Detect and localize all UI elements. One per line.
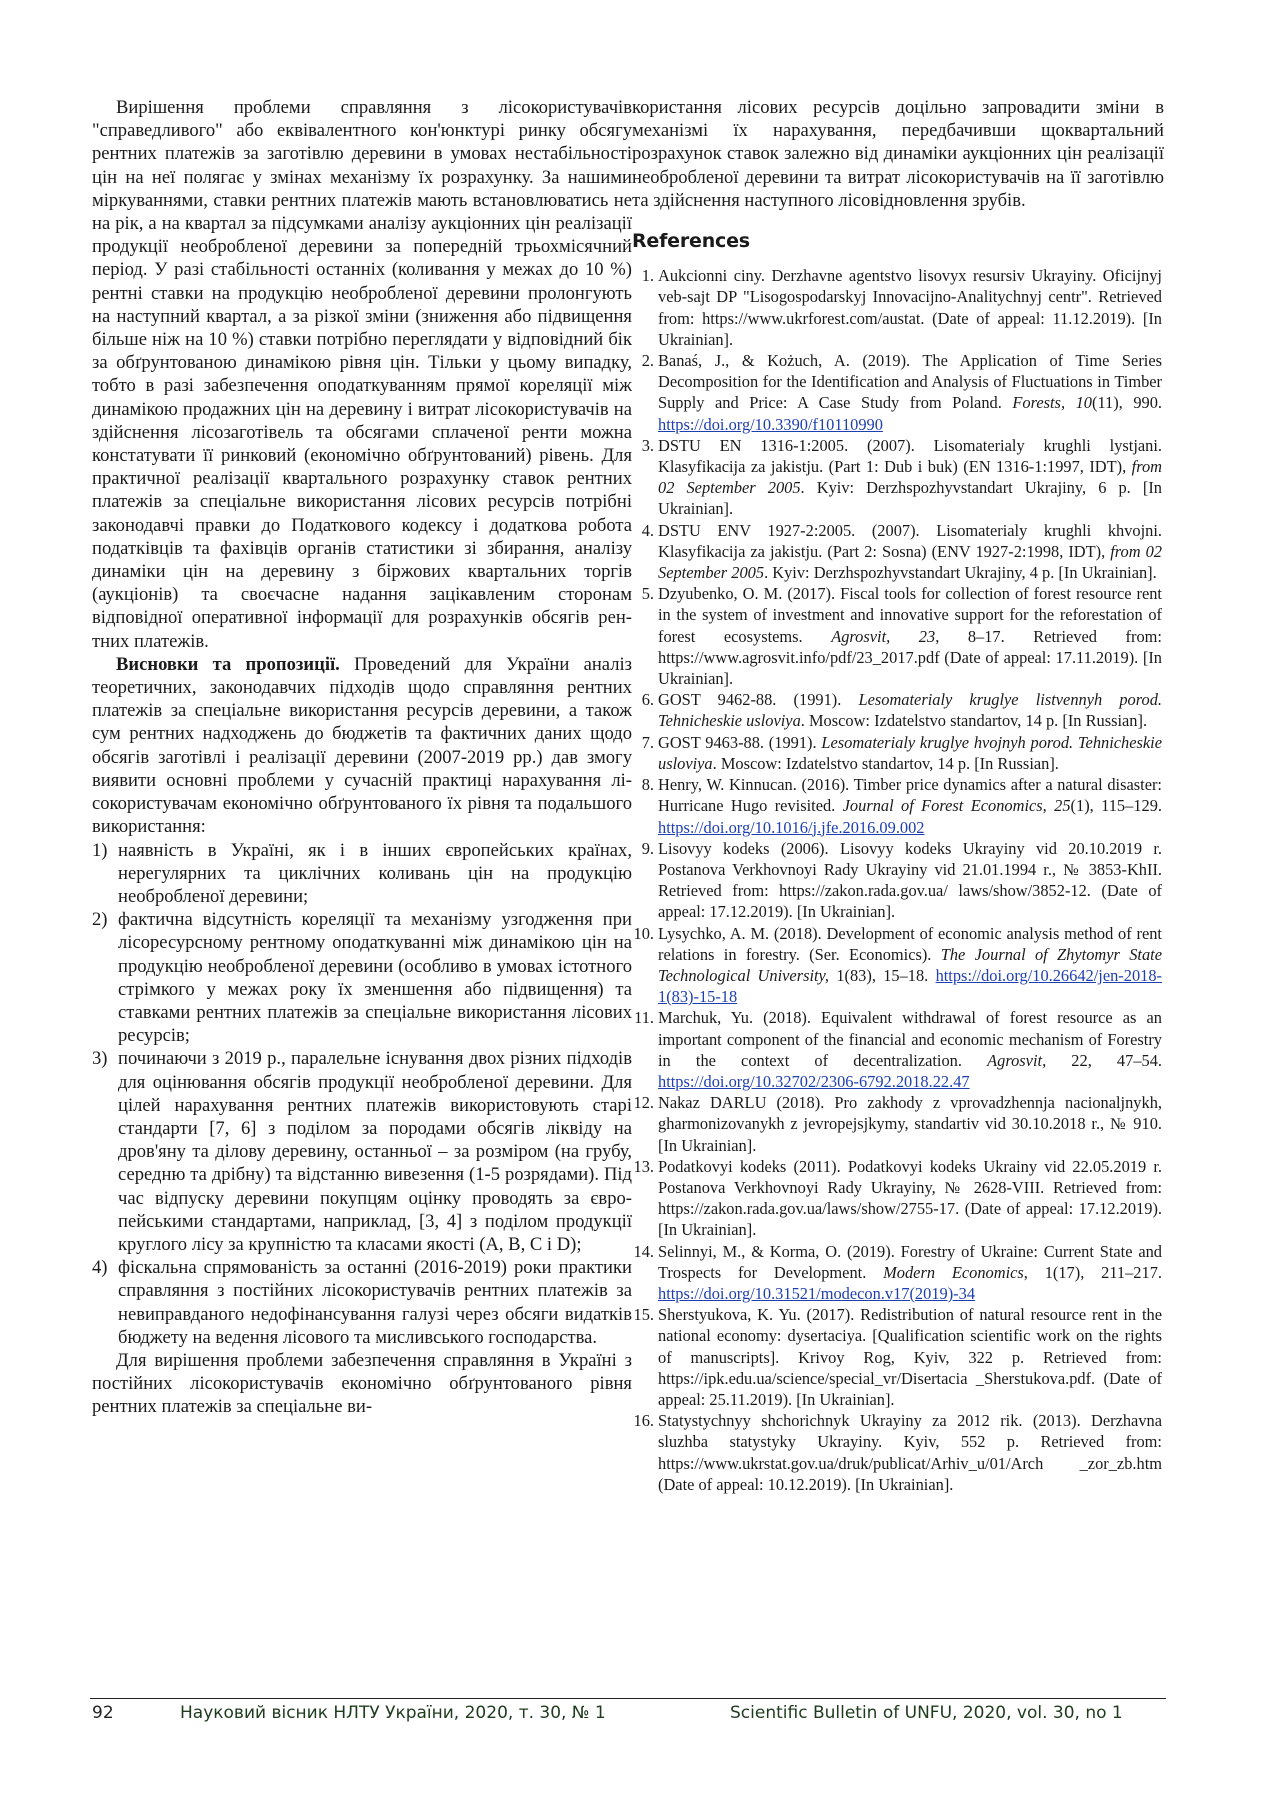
reference-text: Selinnyi, M., & Korma, O. (2019). Forestry of Ukraine: Current State and Trospects for Development.: [658, 1241, 1162, 1282]
reference-text: Sherstyukova, K. Yu. (2017). Redistribution of natural resource rent in the national economy: dysertaciya. [Qualification scientific work on the rights of manuscripts]. Krivoy Rog, Kyiv, 322 p. Retrieved from: https://ipk.edu.ua/science/special_vr/Disertacia _Sherstukova.pdf. (Date of appeal: 25.11.2019). [In Ukrainian].: [658, 1305, 1162, 1409]
journal-title-ua: Науковий вісник НЛТУ України, 2020, т. 30, № 1: [180, 1703, 606, 1723]
reference-number: 1.: [641, 266, 654, 286]
reference-number: 2.: [641, 351, 654, 371]
finding-item: [92, 839, 632, 909]
reference-source: Agrosvit: [987, 1050, 1043, 1070]
doi-link[interactable]: https://doi.org/10.1016/j.jfe.2016.09.002: [658, 817, 925, 837]
finding-text: наявність в Україні, як і в інших європейських країнах, нерегулярних та циклічних коливань цін на продукцію необробленої деревини;: [118, 839, 632, 907]
reference-item: [632, 1092, 1164, 1156]
conclusions-text: Проведений для України аналіз теоретичних, законодавчих підходів щодо справляння рентних платежів за спеціальне використання ресурсів деревини, а також сум рентних надходжень до бюджетів та фактичних даних щодо обсягів заготівлі і реалізації деревини (2007-2019 рр.) дав змогу виявити основні проблеми у сучасній практиці нарахування лісокористувачам економічно обґрунтованого їх рівня та подальшого використання:: [92, 653, 632, 838]
reference-number: 3.: [641, 435, 654, 455]
reference-item: [632, 1304, 1164, 1410]
reference-number: 10.: [633, 923, 654, 943]
reference-number: 13.: [633, 1156, 654, 1176]
reference-number: 6.: [641, 690, 654, 710]
reference-item: [632, 732, 1164, 774]
doi-link[interactable]: https://doi.org/10.3390/f10110990: [658, 414, 883, 434]
reference-text: DSTU EN 1316-1:2005. (2007). Lisomaterialy krughli lystjani. Klasyfikacija za jakistju. (Part 1: Dub i buk) (EN 1316-1:1997, IDT),: [658, 435, 1162, 477]
reference-details: , 22, 47–54.: [1042, 1050, 1162, 1070]
reference-number: 15.: [633, 1305, 654, 1325]
reference-details: . Moscow: Izdatelstvo standartov, 14 p. [In Russian].: [712, 753, 1059, 773]
reference-text: DSTU ENV 1927-2:2005. (2007). Lisomaterialy krughli khvojni. Klasyfikacija za jakistju. (Part 2: Sosna) (ENV 1927-2:1998, IDT),: [658, 520, 1162, 561]
page-footer: [90, 1703, 1166, 1729]
finding-number: 3): [92, 1048, 108, 1070]
finding-number: 1): [92, 839, 108, 861]
doi-link[interactable]: https://doi.org/10.26642/jen-2018-1(83)-15-18: [658, 965, 1162, 1007]
reference-text: Banaś, J., & Kożuch, A. (2019). The Application of Time Series Decomposition for the Identification and Analysis of Fluctuations in Timber Supply and Price: A Case Study from Poland.: [658, 351, 1162, 413]
reference-details: . Moscow: Izdatelstvo standartov, 14 p. [In Russian].: [800, 711, 1148, 731]
reference-details: , 1(17), 211–217.: [1023, 1262, 1162, 1282]
reference-item: [632, 435, 1164, 520]
page-number: 92: [92, 1703, 114, 1723]
continued-paragraph: користання лісових ресурсів доцільно запровадити зміни в механізмі їх нарахування, передбачивши щоквартальний розрахунок ставок залежно від динаміки аукціонних цін реалізації необробленої деревини та витрат лісокористувачів на її заготівлю та здійснення наступного лісовідновлення зрубів.: [632, 97, 1164, 211]
reference-details: , 8–17. Retrieved from: https://www.agrosvit.info/pdf/23_2017.pdf (Date of appeal: 17.11.2019). [In Ukrainian].: [658, 626, 1162, 689]
reference-item: [632, 1241, 1164, 1305]
reference-item: [632, 1156, 1164, 1241]
left-column: [92, 96, 632, 1419]
right-column: [632, 96, 1164, 1495]
reference-item: [632, 520, 1164, 584]
reference-details: (11), 990.: [1091, 393, 1163, 413]
body-paragraph: Вирішення проблеми справляння з лісокористувачів "справедливого" або еквівалентного кон'юнктурі ринку обсягу рентних платежів за заготівлю деревини в умовах нестабільності цін на неї полягає у змінах механізму їх розрахунку. За нашими міркуваннями, ставки рентних платежів мають встановлюватись не на рік, а на квартал за підсумками аналізу аукціонних цін реалізації продукції необробленої деревини за попередній трьохмісячний період. У разі стабільності останніх (коливання у межах до 10 %) рентні ставки на продукцію необробленої деревини пролонгують на наступний квартал, а за різкої зміни (зниження або підвищення більше ніж на 10 %) ставки потрібно переглядати у відповідний бік за обґрунтованою динамікою рівня цін. Тільки у цьому випадку, тобто в разі забезпечення оподаткуванням прямої кореляції між динамікою продажних цін на деревину і витрат лісокористувачів на здійснення лісозаготівель та обсягами сплаченої ренти можна констатувати її ринковий (економічно обґрунтований) рівень. Для практичної реалізації квартального розрахунку ставок рентних платежів за спеціальне використання лісових ресурсів потрібні законодавчі правки до Податкового кодексу і додаткова робота податківців та фахівців органів статистики зі збирання, аналізу динаміки цін на деревину з біржових квартальних торгів (аукціонів) та своєчасне надання зацікавленим сторонам відповідної оперативної інформації для розрахунків обсягів рентних платежів.: [92, 97, 632, 652]
reference-text: Dzyubenko, O. M. (2017). Fiscal tools for collection of forest resource rent in the system of investment and innovative support for the reforestation of forest ecosystems.: [658, 584, 1162, 646]
finding-number: 2): [92, 909, 108, 931]
reference-source: Journal of Forest Economics, 25: [842, 796, 1071, 816]
reference-item: [632, 265, 1164, 350]
conclusions-paragraph: [92, 653, 632, 839]
reference-text: GOST 9463-88. (1991).: [658, 732, 822, 752]
reference-details: 1(83), 15–18.: [829, 965, 936, 985]
finding-item: [92, 1047, 632, 1256]
reference-text: Marchuk, Yu. (2018). Equivalent withdrawal of forest resource as an important component of the financial and economic mechanism of Forestry in the context of decentralization.: [658, 1008, 1162, 1070]
reference-item: [632, 583, 1164, 689]
reference-number: 11.: [634, 1008, 654, 1028]
conclusions-heading: Висновки та пропозиції.: [116, 653, 340, 675]
reference-number: 9.: [641, 838, 654, 858]
finding-number: 4): [92, 1257, 108, 1279]
doi-link[interactable]: https://doi.org/10.31521/modecon.v17(2019)-34: [658, 1283, 976, 1303]
reference-text: Henry, W. Kinnucan. (2016). Timber price dynamics after a natural disaster: Hurricane Hugo revisited.: [658, 775, 1162, 816]
reference-text: Lisovyy kodeks (2006). Lisovyy kodeks Ukrayiny vid 20.10.2019 r. Postanova Verkhovnoyi Rady Ukrayiny vid 21.01.1994 r., № 3853-KhII. Retrieved from: https://zakon.rada.gov.ua/ laws/show/3852-12. (Date of appeal: 17.12.2019). [In Ukrainian].: [658, 838, 1162, 922]
findings-list: [92, 839, 632, 1349]
reference-source: Lesomaterialy kruglye hvojnyh porod. Tehnicheskie usloviya: [658, 732, 1162, 773]
reference-details: . Kyiv: Derzhspozhyvstandart Ukrajiny, 6 p. [In Ukrainian].: [658, 478, 1162, 519]
reference-item: [632, 774, 1164, 838]
reference-details: . Kyiv: Derzhspozhyvstandart Ukrajiny, 4 p. [In Ukrainian].: [764, 563, 1157, 583]
reference-item: [632, 1007, 1164, 1092]
final-paragraph: Для вирішення проблеми забезпечення справляння в Україні з постійних лісокористувачів економічно обґрунтованого рівня рентних платежів за спеціальне ви-: [92, 1349, 632, 1418]
reference-source: The Journal of Zhytomyr State Technological University,: [658, 944, 1162, 985]
reference-number: 4.: [641, 520, 654, 540]
reference-text: Aukcionni ciny. Derzhavne agentstvo lisovyx resursiv Ukrayiny. Oficijnyj veb-sajt DP "Lisogospodarskyj Innovacijno-Analitychnyj centr". Retrieved from: https://www.ukrforest.com/austat. (Date of appeal: 11.12.2019). [In Ukrainian].: [658, 266, 1162, 349]
reference-number: 7.: [641, 732, 654, 752]
reference-text: GOST 9462-88. (1991).: [658, 690, 859, 710]
doi-link[interactable]: https://doi.org/10.32702/2306-6792.2018.22.47: [658, 1071, 970, 1091]
reference-item: [632, 1410, 1164, 1495]
reference-source: Modern Economics: [883, 1262, 1024, 1282]
references-heading: References: [632, 230, 750, 253]
finding-item: [92, 908, 632, 1047]
reference-number: 16.: [633, 1411, 654, 1431]
reference-number: 8.: [641, 775, 654, 795]
reference-number: 14.: [633, 1241, 654, 1261]
reference-text: Statystychnyy shchorichnyk Ukrayiny za 2012 rik. (2013). Derzhavna sluzhba statystyky Ukrayiny. Kyiv, 552 p. Retrieved from: https://www.ukrstat.gov.ua/druk/publicat/Arhiv_u/01/Arch _zor_zb.htm (Date of appeal: 10.12.2019). [In Ukrainian].: [658, 1411, 1162, 1494]
reference-item: [632, 689, 1164, 731]
reference-item: [632, 838, 1164, 923]
reference-text: Nakaz DARLU (2018). Pro zakhody z vprovadzhennja nacionaljnykh, gharmonizovanykh z jevropejsjkymy, standartiv vid 30.10.2018 r., № 910. [In Ukrainian].: [658, 1093, 1162, 1155]
reference-item: [632, 350, 1164, 435]
finding-text: фіскальна спрямованість за останні (2016-2019) роки практики справляння з постійних лісокористувачів рентних платежів за невиправданого недофінансування галузі через обсяги видатків бюджету на ведення лісового та мисливського господарства.: [118, 1257, 632, 1348]
reference-source: Lesomaterialy kruglye listvennyh porod. Tehnicheskie usloviya: [658, 690, 1162, 731]
finding-text: починаючи з 2019 р., паралельне існування двох різних підходів для оцінювання обсягів продукції необробленої деревини. Для цілей нарахування рентних платежів використовують старі стандарти [7, 6] з поділом за породами обсягів ліквіду на дров'яну та ділову деревину, останньої – за розміром (на грубу, середню та дрібну) та відстанню вивезення (1-5 розрядами). Під час відпуску деревини покупцям оцінку проводять за європейськими стандартами, наприклад, [3, 4] з поділом продукції круглого лісу за крупністю та класами якості (A, B, C і D);: [118, 1048, 632, 1255]
finding-text: фактична відсутність кореляції та механізму узгодження при лісоресурсному рентному оподаткуванні між динамікою цін на продукцію необробленої деревини (особливо в умовах істотного стрімкого у межах року їх зменшення або підвищення) та ставками рентних платежів за спеціальне використання лісових ресурсів;: [118, 909, 632, 1047]
reference-source: Agrosvit, 23: [831, 626, 936, 646]
footer-divider: [90, 1698, 1166, 1699]
reference-number: 5.: [641, 584, 654, 604]
reference-source: Forests, 10: [1012, 393, 1092, 413]
journal-title-en: Scientific Bulletin of UNFU, 2020, vol. 30, no 1: [730, 1703, 1123, 1723]
reference-text: Podatkovyi kodeks (2011). Podatkovyi kodeks Ukrainy vid 22.05.2019 r. Postanova Verkhovnoyi Rady Ukrayiny, № 2628-VIII. Retrieved from: https://zakon.rada.gov.ua/laws/show/2755-17. (Date of appeal: 17.12.2019). [In Ukrainian].: [658, 1156, 1162, 1240]
reference-number: 12.: [633, 1093, 654, 1113]
reference-text: Lysychko, A. M. (2018). Development of economic analysis method of rent relations in forestry. (Ser. Economics).: [658, 923, 1162, 964]
finding-item: [92, 1256, 632, 1349]
reference-item: [632, 923, 1164, 1008]
reference-source: from 02 September 2005: [658, 541, 1162, 583]
reference-source: from 02 September 2005: [658, 457, 1162, 498]
reference-details: (1), 115–129.: [1070, 796, 1163, 816]
references-list: [632, 265, 1164, 1495]
